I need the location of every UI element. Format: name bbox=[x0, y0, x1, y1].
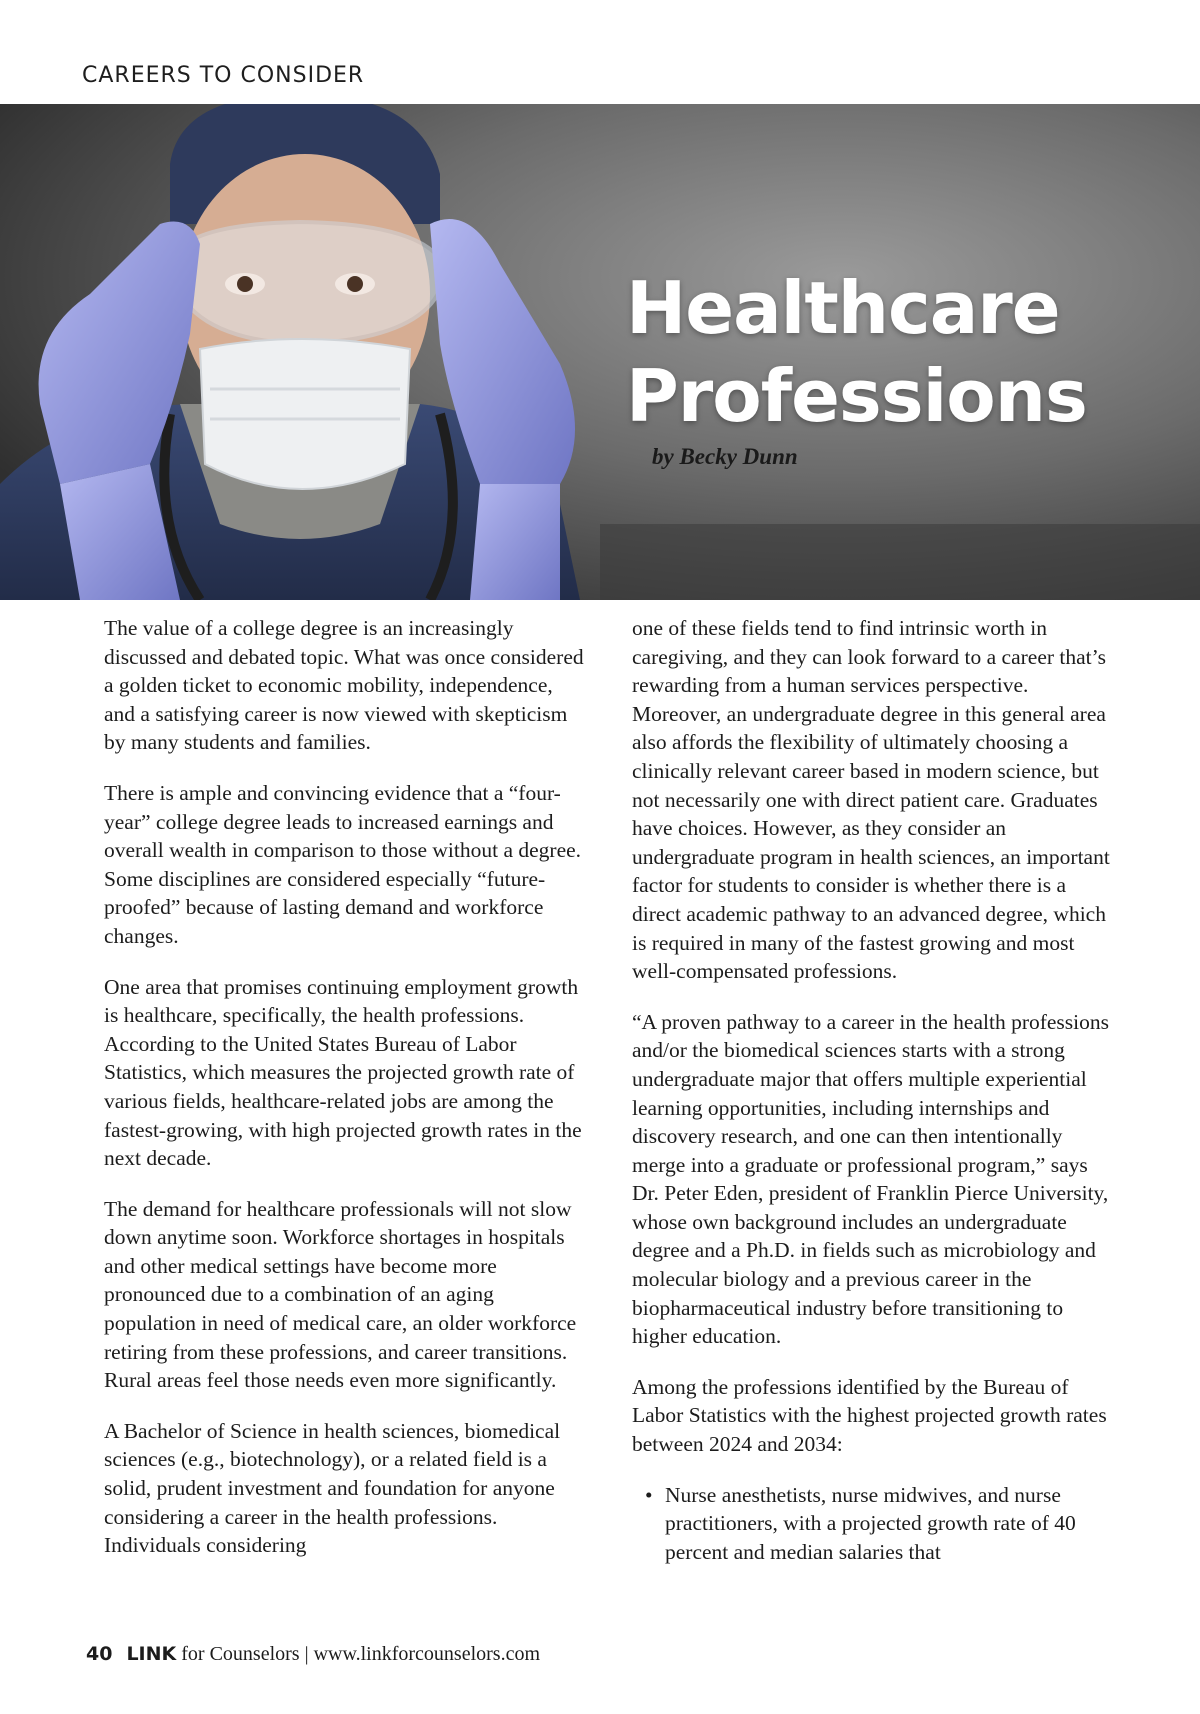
body-paragraph: A Bachelor of Science in health sciences, biomedical sciences (e.g., biotechnology), or a related field is a solid, prudent investment and foundation for anyone considering a career in the health professions. Individuals considering bbox=[104, 1418, 561, 1558]
article-column-right bbox=[632, 614, 1118, 1566]
publication-brand: LINK bbox=[126, 1643, 177, 1665]
body-paragraph: The demand for healthcare professionals will not slow down anytime soon. Workforce shortages in hospitals and other medical settings have become more pronounced due to a combination of an aging population in need of medical care, an older workforce retiring from these professions, and career transitions. Rural areas feel those needs even more significantly. bbox=[104, 1196, 577, 1393]
section-label-text: CAREERS TO CONSIDER bbox=[82, 63, 365, 88]
article-title-line-1: Healthcare bbox=[626, 266, 1060, 350]
body-paragraph: one of these fields tend to find intrinsic worth in caregiving, and they can look forward to a career that’s rewarding from a human services perspective. Moreover, an undergraduate degree in this general area also affords the flexibility of ultimately choosing a clinically relevant career based in modern science, but not necessarily one with direct patient care. Graduates have choices. However, as they consider an undergraduate program in health sciences, an important factor for students to consider is whether there is a direct academic pathway to an advanced degree, which is required in many of the fastest growing and most well-compensated professions. bbox=[632, 616, 1110, 984]
byline: by Becky Dunn bbox=[652, 444, 798, 469]
article-title bbox=[626, 264, 1087, 440]
quote-paragraph: “A proven pathway to a career in the health professions and/or the biomedical sciences starts with a strong undergraduate major that offers multiple experiential learning opportunities, including internships and discovery research, and one can then intentionally merge into a graduate or professional program,” says Dr. Peter Eden, president of Franklin Pierce University, whose own background includes an undergraduate degree and a Ph.D. in fields such as microbiology and molecular biology and a previous career in the biopharmaceutical industry before transitioning to higher education. bbox=[632, 1009, 1110, 1349]
article-column-left bbox=[104, 614, 584, 1582]
body-paragraph: There is ample and convincing evidence that a “four-year” college degree leads to increased earnings and overall wealth in comparison to those without a degree. Some disciplines are considered especially “future-proofed” because of lasting demand and workforce changes. bbox=[104, 780, 582, 948]
body-paragraph: The value of a college degree is an increasingly discussed and debated topic. What was once considered a golden ticket to economic mobility, independence, and a satisfying career is now viewed with skepticism by many students and families. bbox=[104, 616, 584, 755]
page-number: 40 bbox=[86, 1643, 113, 1665]
profession-list bbox=[632, 1481, 1118, 1567]
article-title-line-2: Professions bbox=[626, 354, 1087, 438]
page-footer bbox=[86, 1643, 540, 1666]
body-paragraph: Among the professions identified by the Bureau of Labor Statistics with the highest projected growth rates between 2024 and 2034: bbox=[632, 1374, 1107, 1457]
list-item bbox=[632, 1481, 1118, 1567]
hero-banner bbox=[0, 104, 1200, 600]
publication-info: for Counselors | www.linkforcounselors.com bbox=[176, 1643, 541, 1665]
list-item-text: Nurse anesthetists, nurse midwives, and nurse practitioners, with a projected growth rate of 40 percent and median salaries that bbox=[665, 1482, 1076, 1564]
bullet-icon: • bbox=[645, 1482, 653, 1507]
body-paragraph: One area that promises continuing employment growth is healthcare, specifically, the health professions. According to the United States Bureau of Labor Statistics, which measures the projected growth rate of various fields, healthcare-related jobs are among the fastest-growing, with high projected growth rates in the next decade. bbox=[104, 974, 582, 1171]
